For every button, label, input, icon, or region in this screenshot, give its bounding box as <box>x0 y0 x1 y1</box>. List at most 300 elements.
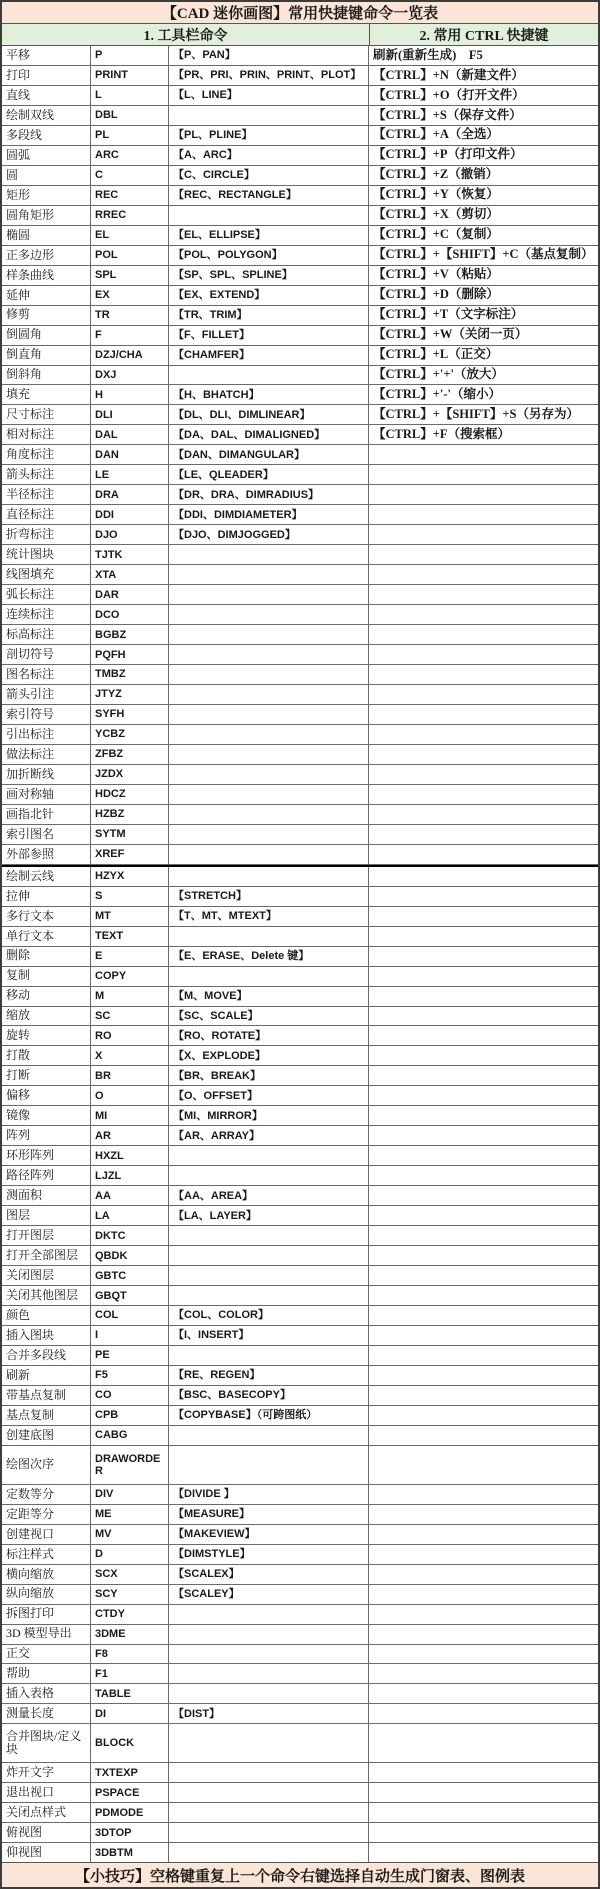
table-row <box>2 425 598 445</box>
row-name-cell: 阵列 <box>6 1128 31 1143</box>
table-row <box>2 1146 598 1166</box>
row-ctrl-cell <box>368 1783 598 1802</box>
row-cmd-cell: 【M、MOVE】 <box>168 987 368 1006</box>
row-key-cell: DBL <box>90 106 168 125</box>
row-ctrl-cell: 【CTRL】+X（剪切） <box>368 206 598 225</box>
row-cmd-cell <box>168 765 368 784</box>
row-ctrl-cell <box>368 745 598 764</box>
row-key-cell: JZDX <box>90 765 168 784</box>
row-cmd-cell <box>168 1226 368 1245</box>
row-ctrl-cell: 【CTRL】+'-'（缩小） <box>368 385 598 404</box>
table-row <box>2 366 598 386</box>
row-key-cell: MT <box>90 907 168 926</box>
row-cmd-cell <box>168 725 368 744</box>
row-name-cell: 横向缩放 <box>6 1566 55 1581</box>
table-row <box>2 1783 598 1803</box>
row-name-cell: 相对标注 <box>6 427 55 442</box>
row-cmd-cell <box>168 206 368 225</box>
row-ctrl-cell <box>368 1823 598 1842</box>
row-key-cell: 3DME <box>90 1625 168 1644</box>
row-key-cell: P <box>90 46 168 65</box>
row-key-cell: DCO <box>90 605 168 624</box>
row-ctrl-cell <box>368 1166 598 1185</box>
row-ctrl-cell <box>368 1206 598 1225</box>
row-key-cell: EX <box>90 286 168 305</box>
row-ctrl-cell <box>368 685 598 704</box>
row-key-cell: DRAWORDER <box>90 1446 168 1484</box>
row-cmd-cell <box>168 1446 368 1484</box>
table-row <box>2 805 598 825</box>
row-ctrl-cell <box>368 1704 598 1723</box>
row-name-cell: 插入图块 <box>6 1327 55 1342</box>
row-cmd-cell <box>168 645 368 664</box>
row-name-cell: 绘制双线 <box>6 107 55 122</box>
row-ctrl-cell <box>368 1664 598 1683</box>
row-name-cell: 矩形 <box>6 187 31 202</box>
row-cmd-cell <box>168 1823 368 1842</box>
row-ctrl-cell <box>368 1545 598 1564</box>
table-body <box>2 46 598 1862</box>
row-name-cell: 圆 <box>6 167 19 182</box>
row-ctrl-cell <box>368 785 598 804</box>
row-cmd-cell <box>168 705 368 724</box>
table-row <box>2 1246 598 1266</box>
table-row <box>2 1505 598 1525</box>
table-row <box>2 186 598 206</box>
row-name-cell: 图层 <box>6 1208 31 1223</box>
row-key-cell: HDCZ <box>90 785 168 804</box>
row-cmd-cell: 【PL、PLINE】 <box>168 126 368 145</box>
row-key-cell: E <box>90 947 168 966</box>
row-key-cell: REC <box>90 186 168 205</box>
table-row <box>2 465 598 485</box>
row-cmd-cell: 【DJO、DIMJOGGED】 <box>168 525 368 544</box>
row-key-cell: DIV <box>90 1485 168 1504</box>
row-cmd-cell: 【TR、TRIM】 <box>168 306 368 325</box>
row-key-cell: TMBZ <box>90 665 168 684</box>
row-cmd-cell: 【DA、DAL、DIMALIGNED】 <box>168 425 368 444</box>
row-ctrl-cell <box>368 1585 598 1604</box>
table-row <box>2 927 598 947</box>
row-key-cell: DXJ <box>90 366 168 385</box>
row-ctrl-cell: 【CTRL】+【SHIFT】+S（另存为） <box>368 405 598 424</box>
table-row <box>2 1026 598 1046</box>
row-ctrl-cell <box>368 1446 598 1484</box>
table-row <box>2 306 598 326</box>
row-cmd-cell: 【A、ARC】 <box>168 146 368 165</box>
row-name-cell: 直径标注 <box>6 507 55 522</box>
table-row <box>2 645 598 665</box>
row-name-cell: 纵向缩放 <box>6 1586 55 1601</box>
row-ctrl-cell: 【CTRL】+'+'（放大） <box>368 366 598 385</box>
table-row <box>2 1664 598 1684</box>
row-key-cell: DZJ/CHA <box>90 346 168 365</box>
row-name-cell: 椭圆 <box>6 227 31 242</box>
row-cmd-cell: 【MAKEVIEW】 <box>168 1525 368 1544</box>
row-ctrl-cell <box>368 1366 598 1385</box>
row-key-cell: GBQT <box>90 1286 168 1305</box>
row-name-cell: 尺寸标注 <box>6 407 55 422</box>
row-ctrl-cell <box>368 1126 598 1145</box>
row-key-cell: TR <box>90 306 168 325</box>
row-name-cell: 拆图打印 <box>6 1606 55 1621</box>
row-name-cell: 打开全部图层 <box>6 1248 79 1263</box>
row-key-cell: M <box>90 987 168 1006</box>
row-cmd-cell: 【O、OFFSET】 <box>168 1086 368 1105</box>
row-ctrl-cell <box>368 445 598 464</box>
row-name-cell: 直线 <box>6 87 31 102</box>
row-ctrl-cell <box>368 805 598 824</box>
row-key-cell: PE <box>90 1346 168 1365</box>
row-ctrl-cell: 【CTRL】+V（粘贴） <box>368 266 598 285</box>
row-name-cell: 剖切符号 <box>6 646 55 661</box>
table-row <box>2 1843 598 1862</box>
row-cmd-cell <box>168 745 368 764</box>
row-ctrl-cell <box>368 1386 598 1405</box>
row-key-cell: SC <box>90 1007 168 1026</box>
row-name-cell: 半径标注 <box>6 487 55 502</box>
row-name-cell: 加折断线 <box>6 766 55 781</box>
row-cmd-cell <box>168 785 368 804</box>
row-ctrl-cell <box>368 1485 598 1504</box>
table-row <box>2 1684 598 1704</box>
table-row <box>2 106 598 126</box>
row-key-cell: ARC <box>90 146 168 165</box>
row-key-cell: DLI <box>90 405 168 424</box>
row-key-cell: QBDK <box>90 1246 168 1265</box>
row-key-cell: O <box>90 1086 168 1105</box>
row-cmd-cell <box>168 1843 368 1862</box>
table-row <box>2 685 598 705</box>
row-name-cell: 线图填充 <box>6 567 55 582</box>
row-key-cell: CPB <box>90 1406 168 1425</box>
table-row <box>2 346 598 366</box>
row-cmd-cell <box>168 805 368 824</box>
row-ctrl-cell <box>368 765 598 784</box>
row-cmd-cell <box>168 967 368 986</box>
row-key-cell: SYTM <box>90 825 168 844</box>
row-key-cell: COL <box>90 1306 168 1325</box>
row-cmd-cell: 【SP、SPL、SPLINE】 <box>168 266 368 285</box>
row-key-cell: PDMODE <box>90 1803 168 1822</box>
header-toolbar-commands: 1. 工具栏命令 <box>2 24 370 45</box>
row-name-cell: 倒斜角 <box>6 367 43 382</box>
row-cmd-cell: 【COL、COLOR】 <box>168 1306 368 1325</box>
table-row <box>2 1565 598 1585</box>
row-cmd-cell: 【AA、AREA】 <box>168 1186 368 1205</box>
row-name-cell: 俯视图 <box>6 1825 43 1840</box>
row-cmd-cell <box>168 1605 368 1624</box>
row-ctrl-cell: 【CTRL】+D（删除） <box>368 286 598 305</box>
row-cmd-cell: 【POL、POLYGON】 <box>168 246 368 265</box>
table-row <box>2 1066 598 1086</box>
row-ctrl-cell <box>368 1625 598 1644</box>
row-ctrl-cell <box>368 1086 598 1105</box>
row-key-cell: F1 <box>90 1664 168 1683</box>
row-ctrl-cell: 【CTRL】+Z（撤销） <box>368 166 598 185</box>
row-key-cell: JTYZ <box>90 685 168 704</box>
row-cmd-cell: 【REC、RECTANGLE】 <box>168 186 368 205</box>
row-key-cell: TJTK <box>90 545 168 564</box>
row-cmd-cell <box>168 1645 368 1664</box>
row-name-cell: 圆弧 <box>6 147 31 162</box>
table-row <box>2 845 598 865</box>
table-row <box>2 206 598 226</box>
row-key-cell: RREC <box>90 206 168 225</box>
table-row <box>2 1704 598 1724</box>
row-name-cell: 平移 <box>6 47 31 62</box>
row-cmd-cell: 【X、EXPLODE】 <box>168 1046 368 1065</box>
row-name-cell: 打印 <box>6 67 31 82</box>
row-cmd-cell: 【LA、LAYER】 <box>168 1206 368 1225</box>
row-cmd-cell: 【RO、ROTATE】 <box>168 1026 368 1045</box>
row-key-cell: MV <box>90 1525 168 1544</box>
row-ctrl-cell <box>368 967 598 986</box>
row-cmd-cell: 【CHAMFER】 <box>168 346 368 365</box>
row-name-cell: 箭头引注 <box>6 686 55 701</box>
row-ctrl-cell: 【CTRL】+L（正交） <box>368 346 598 365</box>
table-row <box>2 1346 598 1366</box>
row-key-cell: DAN <box>90 445 168 464</box>
row-key-cell: SCX <box>90 1565 168 1584</box>
row-key-cell: PL <box>90 126 168 145</box>
table-row <box>2 1166 598 1186</box>
row-name-cell: 角度标注 <box>6 447 55 462</box>
row-key-cell: D <box>90 1545 168 1564</box>
table-row <box>2 1326 598 1346</box>
row-name-cell: 连续标注 <box>6 607 55 622</box>
row-name-cell: 索引图名 <box>6 826 55 841</box>
row-cmd-cell: 【L、LINE】 <box>168 86 368 105</box>
row-name-cell: 标高标注 <box>6 626 55 641</box>
row-name-cell: 环形阵列 <box>6 1148 55 1163</box>
table-row <box>2 66 598 86</box>
row-key-cell: PQFH <box>90 645 168 664</box>
row-ctrl-cell <box>368 1426 598 1445</box>
row-cmd-cell: 【COPYBASE】（可跨图纸） <box>168 1406 368 1425</box>
row-name-cell: 定数等分 <box>6 1486 55 1501</box>
table-row <box>2 1525 598 1545</box>
row-name-cell: 正多边形 <box>6 247 55 262</box>
row-name-cell: 偏移 <box>6 1088 31 1103</box>
row-name-cell: 倒圆角 <box>6 327 43 342</box>
row-cmd-cell: 【RE、REGEN】 <box>168 1366 368 1385</box>
row-cmd-cell <box>168 1684 368 1703</box>
row-key-cell: TEXT <box>90 927 168 946</box>
page-title: 【CAD 迷你画图】常用快捷键命令一览表 <box>2 2 598 24</box>
row-name-cell: 复制 <box>6 968 31 983</box>
row-key-cell: YCBZ <box>90 725 168 744</box>
row-ctrl-cell: 【CTRL】+F（搜索框） <box>368 425 598 444</box>
row-cmd-cell: 【DDI、DIMDIAMETER】 <box>168 505 368 524</box>
row-cmd-cell: 【P、PAN】 <box>168 46 368 65</box>
table-row <box>2 1426 598 1446</box>
row-key-cell: HZBZ <box>90 805 168 824</box>
row-cmd-cell: 【DIVIDE 】 <box>168 1485 368 1504</box>
row-name-cell: 测面积 <box>6 1188 43 1203</box>
row-cmd-cell: 【AR、ARRAY】 <box>168 1126 368 1145</box>
row-cmd-cell <box>168 845 368 864</box>
row-key-cell: CO <box>90 1386 168 1405</box>
row-key-cell: DI <box>90 1704 168 1723</box>
table-row <box>2 1406 598 1426</box>
row-name-cell: 帮助 <box>6 1666 31 1681</box>
row-ctrl-cell <box>368 825 598 844</box>
table-row <box>2 525 598 545</box>
row-key-cell: DRA <box>90 485 168 504</box>
row-cmd-cell <box>168 665 368 684</box>
table-row <box>2 1266 598 1286</box>
row-ctrl-cell <box>368 1724 598 1762</box>
table-row <box>2 1286 598 1306</box>
row-ctrl-cell: 【CTRL】+C（复制） <box>368 226 598 245</box>
row-key-cell: AA <box>90 1186 168 1205</box>
row-cmd-cell <box>168 625 368 644</box>
row-cmd-cell <box>168 565 368 584</box>
row-cmd-cell: 【PR、PRI、PRIN、PRINT、PLOT】 <box>168 66 368 85</box>
table-row <box>2 126 598 146</box>
row-ctrl-cell <box>368 1046 598 1065</box>
row-name-cell: 合并多段线 <box>6 1347 67 1362</box>
row-cmd-cell: 【BR、BREAK】 <box>168 1066 368 1085</box>
row-name-cell: 图名标注 <box>6 666 55 681</box>
row-key-cell: ZFBZ <box>90 745 168 764</box>
table-row <box>2 565 598 585</box>
table-row <box>2 1046 598 1066</box>
row-cmd-cell <box>168 1783 368 1802</box>
row-ctrl-cell <box>368 867 598 886</box>
row-key-cell: BGBZ <box>90 625 168 644</box>
row-name-cell: 创建视口 <box>6 1526 55 1541</box>
row-key-cell: F8 <box>90 1645 168 1664</box>
row-name-cell: 刷新 <box>6 1367 31 1382</box>
row-name-cell: 引出标注 <box>6 726 55 741</box>
table-row <box>2 226 598 246</box>
row-cmd-cell <box>168 1166 368 1185</box>
row-cmd-cell <box>168 1146 368 1165</box>
row-ctrl-cell <box>368 1684 598 1703</box>
table-row <box>2 385 598 405</box>
row-ctrl-cell <box>368 725 598 744</box>
column-header-row <box>2 24 598 46</box>
table-row <box>2 326 598 346</box>
row-cmd-cell: 【H、BHATCH】 <box>168 385 368 404</box>
table-row <box>2 785 598 805</box>
row-name-cell: 关闭点样式 <box>6 1805 67 1820</box>
table-row <box>2 765 598 785</box>
table-row <box>2 1823 598 1843</box>
row-ctrl-cell: 【CTRL】+【SHIFT】+C（基点复制） <box>368 246 598 265</box>
row-key-cell: 3DBTM <box>90 1843 168 1862</box>
row-key-cell: PSPACE <box>90 1783 168 1802</box>
row-ctrl-cell <box>368 505 598 524</box>
row-key-cell: DAL <box>90 425 168 444</box>
row-name-cell: 绘制云线 <box>6 868 55 883</box>
table-row <box>2 967 598 987</box>
row-name-cell: 缩放 <box>6 1008 31 1023</box>
row-cmd-cell <box>168 1266 368 1285</box>
row-key-cell: DJO <box>90 525 168 544</box>
table-row <box>2 405 598 425</box>
table-row <box>2 1545 598 1565</box>
row-key-cell: LJZL <box>90 1166 168 1185</box>
row-ctrl-cell <box>368 625 598 644</box>
row-key-cell: EL <box>90 226 168 245</box>
row-ctrl-cell <box>368 1026 598 1045</box>
row-key-cell: LA <box>90 1206 168 1225</box>
row-cmd-cell <box>168 1724 368 1762</box>
table-row <box>2 625 598 645</box>
table-row <box>2 1585 598 1605</box>
row-ctrl-cell <box>368 1525 598 1544</box>
row-ctrl-cell <box>368 1266 598 1285</box>
row-cmd-cell: 【DIMSTYLE】 <box>168 1545 368 1564</box>
row-cmd-cell: 【SCALEX】 <box>168 1565 368 1584</box>
row-cmd-cell <box>168 605 368 624</box>
table-row <box>2 286 598 306</box>
row-name-cell: 画指北针 <box>6 806 55 821</box>
row-name-cell: 炸开文字 <box>6 1765 55 1780</box>
table-row <box>2 745 598 765</box>
row-cmd-cell <box>168 1625 368 1644</box>
row-name-cell: 路径阵列 <box>6 1168 55 1183</box>
row-cmd-cell: 【F、FILLET】 <box>168 326 368 345</box>
row-ctrl-cell <box>368 1146 598 1165</box>
row-key-cell: S <box>90 887 168 906</box>
row-cmd-cell: 【DL、DLI、DIMLINEAR】 <box>168 405 368 424</box>
row-cmd-cell: 【MEASURE】 <box>168 1505 368 1524</box>
row-cmd-cell <box>168 1664 368 1683</box>
table-row <box>2 445 598 465</box>
row-name-cell: 统计图块 <box>6 547 55 562</box>
row-ctrl-cell <box>368 1226 598 1245</box>
table-row <box>2 1106 598 1126</box>
row-ctrl-cell <box>368 887 598 906</box>
row-name-cell: 箭头标注 <box>6 467 55 482</box>
row-ctrl-cell <box>368 927 598 946</box>
row-ctrl-cell <box>368 665 598 684</box>
row-name-cell: 插入表格 <box>6 1686 55 1701</box>
row-cmd-cell: 【I、INSERT】 <box>168 1326 368 1345</box>
row-name-cell: 倒直角 <box>6 347 43 362</box>
row-ctrl-cell: 【CTRL】+S（保存文件） <box>368 106 598 125</box>
table-row <box>2 665 598 685</box>
row-key-cell: H <box>90 385 168 404</box>
table-row <box>2 1366 598 1386</box>
row-name-cell: 弧长标注 <box>6 587 55 602</box>
table-row <box>2 1126 598 1146</box>
table-row <box>2 865 598 887</box>
table-row <box>2 1226 598 1246</box>
row-name-cell: 镜像 <box>6 1108 31 1123</box>
row-cmd-cell <box>168 585 368 604</box>
row-ctrl-cell <box>368 525 598 544</box>
row-key-cell: DKTC <box>90 1226 168 1245</box>
table-row <box>2 86 598 106</box>
row-name-cell: 退出视口 <box>6 1785 55 1800</box>
row-name-cell: 关闭其他图层 <box>6 1287 79 1302</box>
row-ctrl-cell <box>368 845 598 864</box>
row-ctrl-cell <box>368 465 598 484</box>
table-row <box>2 1803 598 1823</box>
table-row <box>2 1306 598 1326</box>
row-cmd-cell <box>168 1763 368 1782</box>
row-cmd-cell <box>168 1803 368 1822</box>
row-ctrl-cell <box>368 605 598 624</box>
row-key-cell: X <box>90 1046 168 1065</box>
row-key-cell: DAR <box>90 585 168 604</box>
row-key-cell: TABLE <box>90 1684 168 1703</box>
